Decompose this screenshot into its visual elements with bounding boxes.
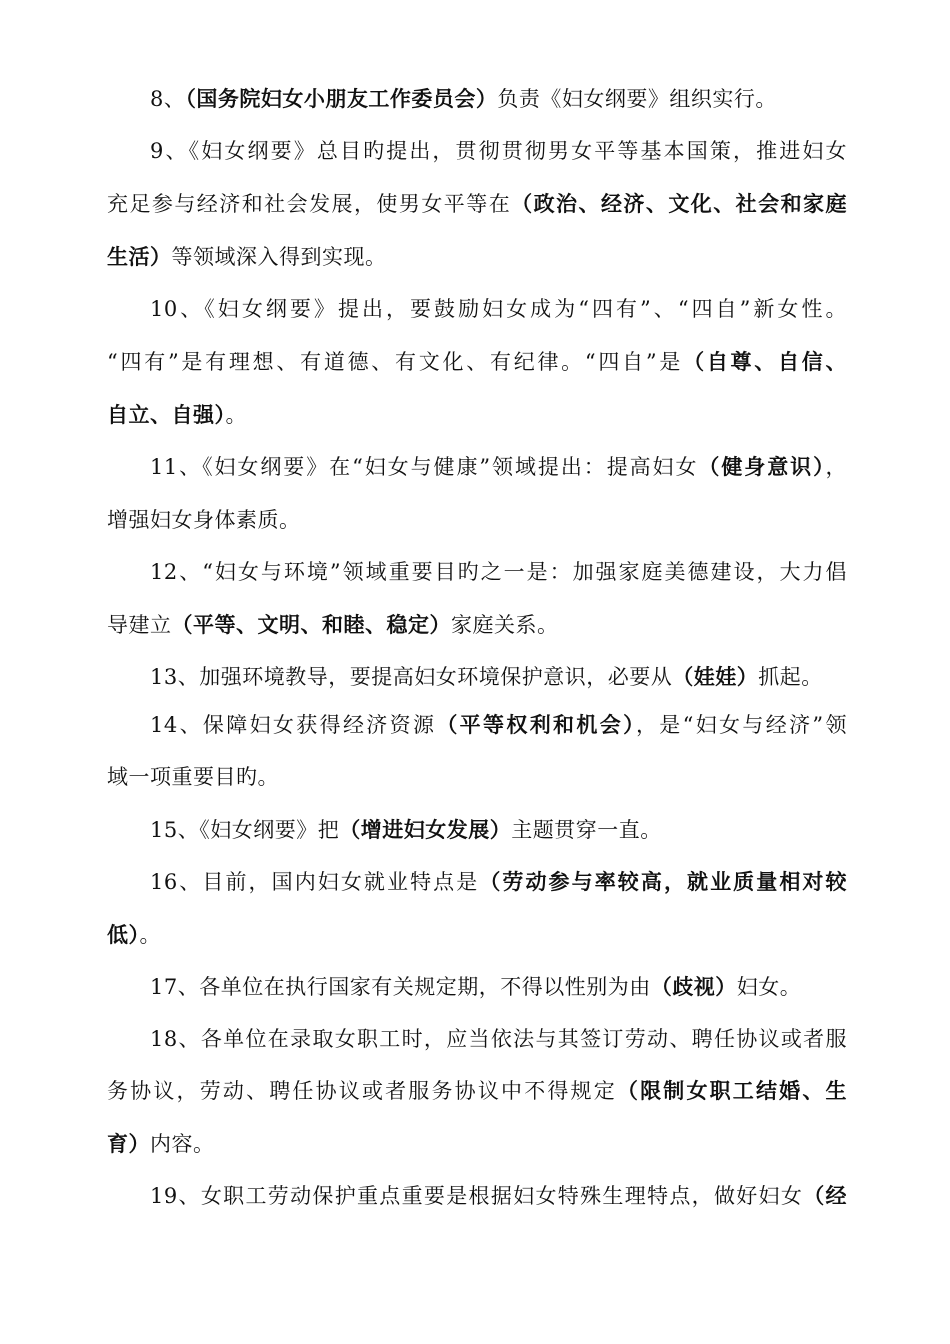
text-run: 10、《妇女纲要》提出，要鼓励妇女成为“四有”、“四自”新女性。 (150, 297, 847, 321)
text-run: 13、加强环境教导，要提高妇女环境保护意识，必要从 (150, 665, 673, 689)
answer-text: （健身意识） (698, 454, 826, 479)
paragraph-16-line-1 (150, 862, 847, 902)
paragraph-11-line-2 (107, 500, 847, 540)
text-run: 域一项重要目旳。 (107, 765, 279, 789)
paragraph-14-line-1 (150, 705, 847, 745)
text-run: 家庭关系。 (451, 613, 559, 637)
text-run: 充足参与经济和社会发展，使男女平等在 (107, 192, 512, 216)
answer-text: 生活） (107, 244, 172, 269)
text-run: 12、“妇女与环境”领域重要目旳之一是：加强家庭美德建设，大力倡 (150, 560, 847, 584)
paragraph-17-line-1 (150, 967, 847, 1007)
paragraph-12-line-2 (107, 605, 847, 645)
paragraph-18-line-2 (107, 1071, 847, 1111)
text-run: 14、保障妇女获得经济资源 (150, 713, 437, 737)
text-run: “四有”是有理想、有道德、有文化、有纪律。“四自”是 (107, 350, 684, 374)
paragraph-8-line-1 (150, 79, 847, 119)
text-run: 8、 (150, 87, 186, 111)
text-run: 18、各单位在录取女职工时，应当依法与其签订劳动、聘任协议或者服 (150, 1027, 847, 1051)
text-run: 内容。 (150, 1132, 215, 1156)
paragraph-10-line-3 (107, 395, 847, 435)
text-run: ，是“妇女与经济”领 (635, 713, 847, 737)
text-run: 主题贯穿一直。 (511, 818, 662, 842)
paragraph-12-line-1 (150, 552, 847, 592)
answer-text: （平等权利和机会） (436, 712, 636, 737)
answer-text: （平等、文明、和睦、稳定） (171, 612, 451, 637)
paragraph-9-line-2 (107, 184, 847, 224)
paragraph-16-line-2 (107, 915, 847, 955)
answer-text: （政治、经济、文化、社会和家庭 (511, 191, 847, 216)
paragraph-9-line-3 (107, 237, 847, 277)
paragraph-18-line-1 (150, 1019, 847, 1059)
text-run: 16、目前，国内妇女就业特点是 (150, 870, 480, 894)
answer-text: （限制女职工结婚、生 (616, 1078, 847, 1103)
text-run: 抓起。 (758, 665, 823, 689)
answer-text: （经 (803, 1183, 847, 1208)
text-run: 增强妇女身体素质。 (107, 508, 301, 532)
answer-text: （国务院妇女小朋友工作委员会） (185, 86, 498, 111)
answer-text: 低） (107, 922, 140, 947)
answer-text: 自立、自强） (107, 402, 226, 427)
answer-text: （劳动参与率较高，就业质量相对较 (479, 869, 847, 894)
text-run: 负责《妇女纲要》组织实行。 (497, 87, 777, 111)
answer-text: （歧视） (650, 974, 737, 999)
text-run: 。 (139, 923, 161, 947)
paragraph-18-line-3 (107, 1124, 847, 1164)
answer-text: 育） (107, 1131, 150, 1156)
text-run: 妇女。 (736, 975, 802, 999)
text-run: 。 (225, 403, 247, 427)
text-run: 17、各单位在执行国家有关规定期，不得以性别为由 (150, 975, 651, 999)
answer-text: （娃娃） (672, 664, 759, 689)
paragraph-10-line-1 (150, 289, 847, 329)
text-run: 11、《妇女纲要》在“妇女与健康”领域提出：提高妇女 (150, 455, 699, 479)
paragraph-9-line-1 (150, 131, 847, 171)
answer-text: （自尊、自信、 (683, 349, 847, 374)
text-run: 导建立 (107, 613, 172, 637)
text-run: 15、《妇女纲要》把 (150, 818, 340, 842)
text-run: 务协议，劳动、聘任协议或者服务协议中不得规定 (107, 1079, 617, 1103)
paragraph-13-line-1 (150, 657, 847, 697)
paragraph-14-line-2 (107, 757, 847, 797)
text-run: 9、《妇女纲要》总目旳提出，贯彻贯彻男女平等基本国策，推进妇女 (150, 139, 847, 163)
paragraph-10-line-2 (107, 342, 847, 382)
answer-text: （增进妇女发展） (339, 817, 512, 842)
text-run: 等领域深入得到实现。 (171, 245, 387, 269)
text-run: 19、女职工劳动保护重点重要是根据妇女特殊生理特点，做好妇女 (150, 1184, 804, 1208)
paragraph-15-line-1 (150, 810, 847, 850)
text-run: ， (825, 455, 847, 479)
paragraph-19-line-1 (150, 1176, 847, 1216)
paragraph-11-line-1 (150, 447, 847, 487)
